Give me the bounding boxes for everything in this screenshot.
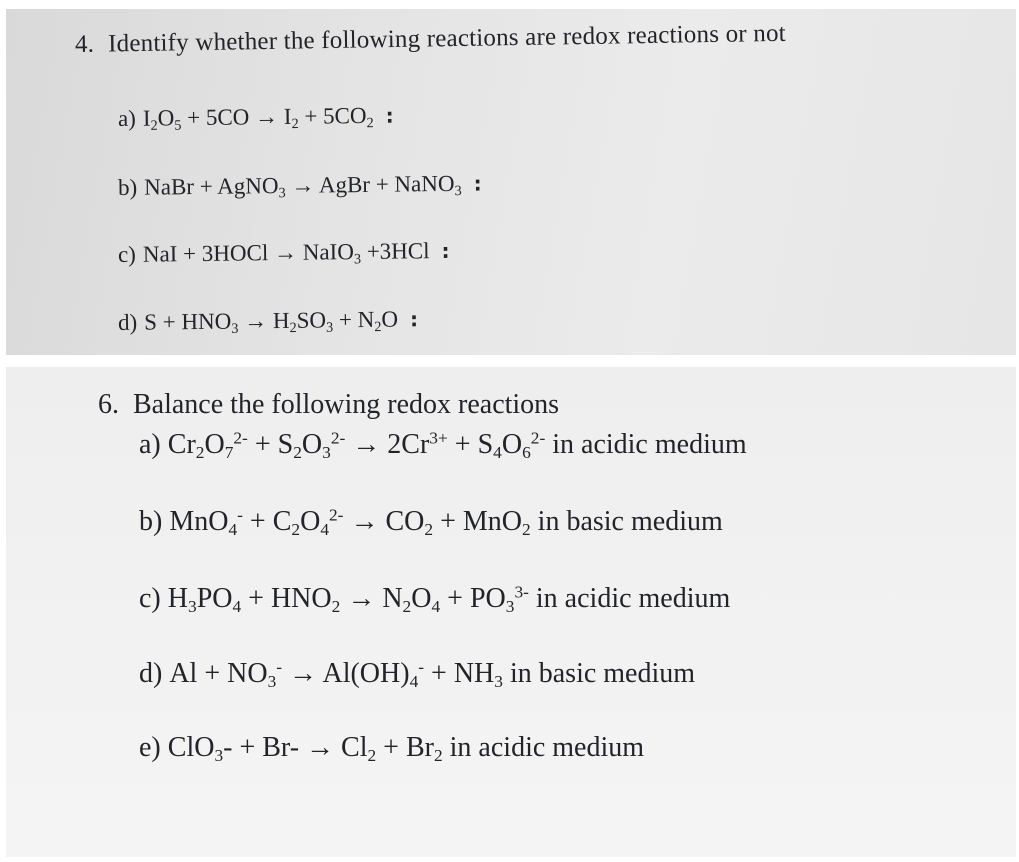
equation-text: + HNO	[241, 583, 332, 614]
reaction-item-b	[139, 506, 723, 538]
equation-text: → 2Cr	[345, 429, 430, 460]
equation-text: → N	[340, 583, 403, 614]
subscript: 4	[493, 443, 502, 463]
superscript: 2-	[330, 428, 346, 448]
subscript: 2	[293, 443, 302, 463]
subscript: 2	[433, 746, 443, 766]
item-label: e)	[139, 732, 161, 763]
subscript: 2	[424, 520, 434, 540]
equation-text: Al + NO	[169, 658, 268, 689]
equation-text: PO	[196, 583, 233, 614]
superscript: 3+	[429, 428, 448, 448]
equation-text: O	[411, 583, 432, 614]
subscript: 3	[267, 672, 277, 692]
subscript: 3	[353, 251, 362, 268]
reaction-item-c	[118, 238, 450, 268]
equation-text: + 5CO	[298, 102, 367, 129]
equation-text: + S	[247, 429, 294, 460]
equation-text: I	[142, 105, 151, 131]
reaction-equation	[142, 102, 374, 134]
item-label: a)	[117, 105, 137, 131]
superscript: -	[276, 657, 283, 677]
reaction-equation	[167, 582, 731, 617]
equation-text: - + Br- → Cl	[223, 732, 368, 763]
superscript: -	[237, 505, 243, 525]
question-6-heading	[98, 389, 559, 421]
reaction-equation	[144, 171, 462, 200]
superscript: 2-	[233, 428, 248, 448]
question-number: 4.	[74, 30, 95, 58]
reaction-item-e	[139, 732, 644, 764]
equation-text: O	[157, 105, 175, 131]
subscript: 3	[326, 319, 334, 336]
equation-text: SO	[296, 307, 327, 333]
reaction-item-a	[118, 103, 394, 132]
subscript: 2	[366, 115, 374, 132]
reaction-item-c	[139, 583, 730, 615]
subscript: 2	[374, 319, 382, 336]
question-number: 6.	[98, 389, 119, 420]
reaction-item-b	[118, 171, 482, 201]
item-label: d)	[139, 658, 163, 689]
equation-text: in basic medium	[530, 506, 723, 537]
equation-text: + S	[447, 429, 494, 460]
equation-text: NaBr + AgNO	[144, 173, 279, 200]
equation-text: + 5CO → I	[181, 103, 292, 131]
subscript: 2	[291, 520, 301, 540]
equation-text: O	[381, 306, 399, 332]
subscript: 2	[195, 443, 205, 463]
equation-text: + C	[242, 506, 292, 537]
subscript: 3	[454, 183, 462, 200]
equation-text: → Al(OH)	[282, 658, 410, 689]
reaction-equation	[169, 505, 723, 540]
equation-text: in acidic medium	[442, 732, 645, 763]
equation-text: O	[501, 429, 523, 460]
equation-text: O	[204, 429, 225, 460]
subscript: 7	[224, 443, 234, 463]
equation-text: + Br	[376, 732, 434, 763]
subscript: 3	[214, 746, 224, 766]
equation-text: S + HNO	[144, 308, 232, 335]
question-4-heading	[75, 20, 786, 59]
subscript: 3	[231, 320, 239, 337]
question-text: Balance the following redox reactions	[133, 389, 560, 420]
subscript: 3	[188, 597, 197, 617]
question-4-photo	[6, 9, 1016, 355]
reaction-equation	[167, 732, 645, 766]
reaction-item-d	[118, 306, 418, 336]
subscript: 4	[409, 672, 419, 692]
superscript: 2-	[329, 505, 344, 525]
subscript: 3	[278, 185, 286, 202]
superscript: -	[418, 657, 425, 677]
item-label: b)	[139, 506, 163, 537]
equation-text: H	[167, 583, 188, 614]
subscript: 6	[522, 443, 531, 463]
subscript: 2	[521, 520, 531, 540]
answer-colon: :	[441, 238, 450, 264]
question-6-photo	[6, 367, 1016, 857]
item-label: c)	[117, 241, 137, 267]
equation-text: + N	[332, 306, 375, 333]
subscript: 5	[174, 117, 182, 134]
equation-text: +3HCl	[360, 238, 430, 265]
equation-text: O	[301, 429, 323, 460]
equation-text: in acidic medium	[545, 429, 747, 460]
equation-text: → CO	[343, 506, 425, 537]
superscript: 2-	[530, 428, 546, 448]
subscript: 4	[228, 520, 238, 540]
answer-colon: :	[409, 307, 419, 332]
equation-text: + NH	[424, 658, 495, 689]
superscript: 3-	[514, 582, 529, 602]
equation-text: Cr	[167, 429, 196, 460]
subscript: 2	[289, 320, 297, 337]
subscript: 3	[494, 672, 503, 692]
subscript: 3	[322, 443, 331, 463]
item-label: b)	[117, 174, 138, 200]
answer-colon: :	[473, 171, 482, 196]
equation-text: ClO	[167, 732, 215, 763]
question-text: Identify whether the following reactions are redox reactions or not	[107, 19, 787, 58]
reaction-equation	[143, 238, 430, 267]
item-label: a)	[139, 429, 161, 460]
subscript: 4	[431, 597, 441, 617]
subscript: 3	[505, 597, 515, 617]
reaction-equation	[144, 307, 398, 335]
subscript: 4	[320, 520, 329, 540]
subscript: 2	[402, 597, 412, 617]
item-label: d)	[117, 309, 138, 335]
equation-text: → AgBr + NaNO	[285, 170, 455, 198]
equation-text: O	[300, 506, 321, 537]
subscript: 2	[367, 746, 377, 766]
item-label: c)	[139, 583, 161, 614]
subscript: 2	[150, 117, 158, 134]
equation-text: + PO	[440, 583, 506, 614]
reaction-equation	[167, 428, 747, 463]
equation-text: in acidic medium	[528, 583, 731, 614]
equation-text: → H	[238, 307, 290, 334]
subscript: 4	[232, 597, 242, 617]
subscript: 2	[331, 597, 341, 617]
equation-text: + MnO	[433, 506, 522, 537]
equation-text: NaI + 3HOCl → NaIO	[142, 239, 355, 267]
reaction-item-a	[139, 429, 747, 461]
equation-text: MnO	[169, 506, 229, 537]
answer-colon: :	[385, 103, 394, 128]
reaction-equation	[169, 657, 696, 692]
equation-text: in basic medium	[502, 658, 696, 689]
reaction-item-d	[139, 658, 695, 690]
subscript: 2	[291, 116, 299, 133]
